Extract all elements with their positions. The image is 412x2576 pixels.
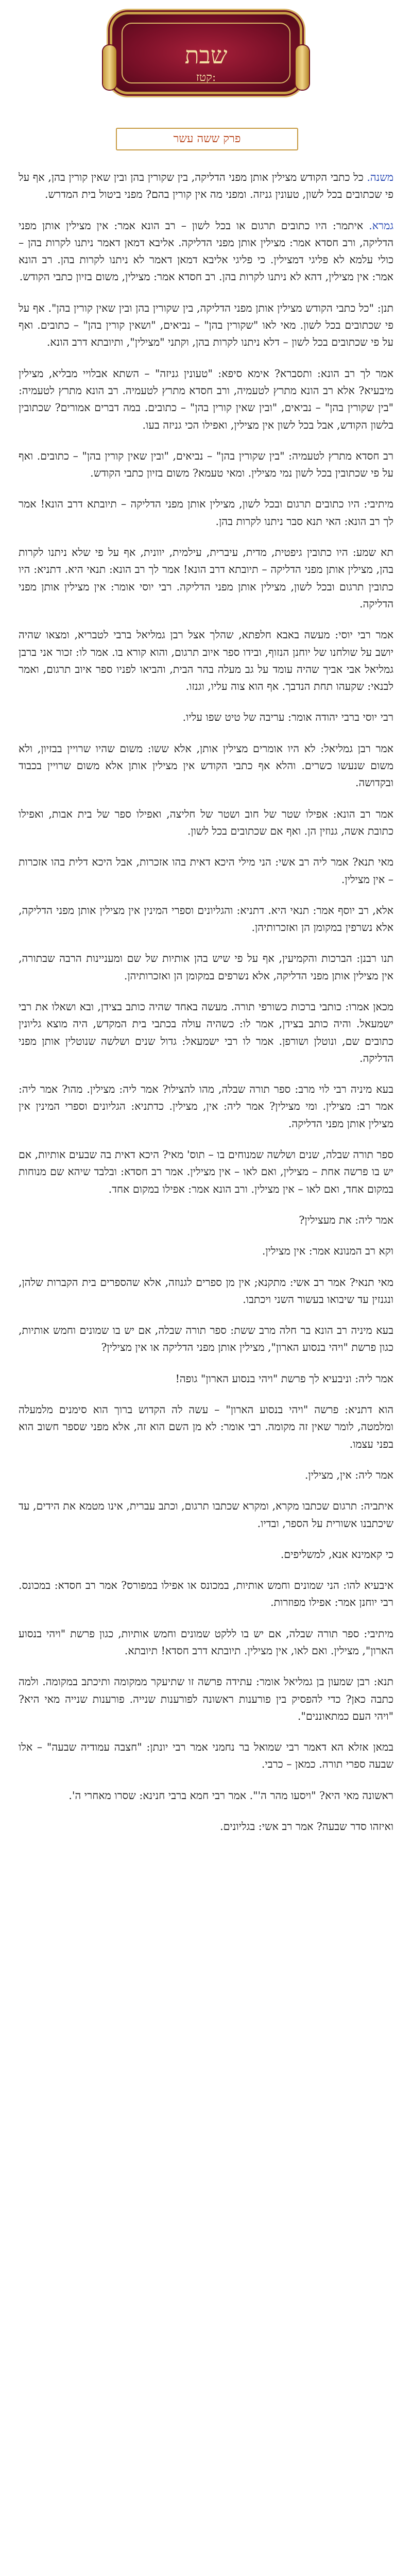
- text-paragraph: [19, 806, 393, 840]
- text-paragraph: [19, 448, 393, 482]
- text-paragraph: [19, 1243, 393, 1260]
- text-paragraph: [19, 1818, 393, 1835]
- paragraph-text: מכאן אמרו: כותבי ברכות כשורפי תורה. מעשה באחד שהיה כותב בצידן, ובא ושאלו את רבי ישמעאל. והיה כותב בצידן, אמר לו: כשהיה עולה בכתבי בית המקדש, היה מוצא גליונין כתובים שם, ונוטלן ושורפן. אמר לו רבי ישמעאל: גדול שנים ושלשה שנוטלין אותן מפני הדליקה.: [19, 1000, 393, 1064]
- paragraph-text: תא שמע: היו כתובין גיפטית, מדית, עיברית, עילמית, יוונית, אף על פי שלא ניתנו לקרות בהן, מצילין אותן מפני הדליקה – תיובתא דרב הונא! אמר לך רב הונא: תנאי היא. דתניא: היו כתובין תרגום ובכל לשון, מצילין אותן מפני הדליקה. רבי יוסי אומר: אין מצילין אותן מפני הדליקה.: [19, 546, 393, 610]
- paragraph-text: מאי תנאי? אמר רב אשי: מתקנא; אין מן ספרים לגנוזה, אלא שהספרים בית הקברות שלהן, ונגנזין עד שיבואו בעשור השני ויכתבו.: [19, 1276, 393, 1306]
- text-paragraph: [19, 1146, 393, 1198]
- text-paragraph: [19, 902, 393, 937]
- paragraph-text: אמר ליה: וניבעיא לך פרשת "ויהי בנסוע הארון" גופה!: [175, 1372, 393, 1385]
- banner-plaque: [112, 14, 300, 92]
- text-paragraph: [19, 709, 393, 726]
- header-banner: [112, 0, 300, 103]
- chapter-title: פרק ששה עשר: [116, 128, 298, 150]
- text-paragraph: [19, 1467, 393, 1484]
- paragraph-text: איתביה: תרגום שכתבו מקרא, ומקרא שכתבו תרגום, וכתב עברית, אינו מטמא את הידים, עד שיכתבנו אשורית על הספר, ובדיו.: [19, 1500, 393, 1530]
- paragraph-text: איתמר: היו כתובים תרגום או בכל לשון – רב הונא אמר: אין מצילין אותן מפני הדליקה, ורב חסדא אמר: מצילין אותן מפני הדליקה. אליבא דמאן דאמר ניתנו לקרות בהן – כולי עלמא לא פליגי דמצילין. כי פליגי אליבא דמאן דאמר לא ניתנו לקרות בהן. רב הונא אמר: אין מצילין, דהא לא ניתנו לקרות בהן. רב חסדא אמר: מצילין, משום בזיון כתבי הקודש.: [19, 219, 393, 283]
- paragraph-text: מאי תנא? אמר ליה רב אשי: הני מילי היכא דאית בהו אזכרות, אבל היכא דלית בהו אזכרות – אין מצילין.: [19, 856, 393, 886]
- text-paragraph: [19, 1787, 393, 1804]
- text-paragraph: [19, 1370, 393, 1387]
- paragraph-text: וקא רב המנונא אמר: אין מצילין.: [262, 1245, 393, 1258]
- paragraph-text: מיתיבי: היו כתובים תרגום ובכל לשון, מצילין אותן מפני הדליקה – תיובתא דרב הונא! אמר לך רב הונא: האי תנא סבר ניתנו לקרות בהן.: [19, 498, 393, 528]
- text-paragraph: [19, 1401, 393, 1453]
- text-paragraph: [19, 626, 393, 695]
- text-paragraph: [19, 740, 393, 792]
- text-paragraph: [19, 1498, 393, 1532]
- talmud-text: [19, 169, 393, 1849]
- paragraph-text: תנו רבנן: הברכות והקמיעין, אף על פי שיש בהן אותיות של שם ומעניינות הרבה שבתורה, אין מצילין אותן מפני הדליקה, אלא נשרפים במקומן הן ואזכרותיהן.: [19, 952, 393, 982]
- paragraph-text: ואיזהו סדר שבעה? אמר רב אשי: בגליונים.: [220, 1820, 393, 1833]
- text-paragraph: [19, 998, 393, 1067]
- text-paragraph: [19, 1322, 393, 1357]
- text-paragraph: [19, 950, 393, 985]
- paragraph-text: בעא מיניה רב הונא בר חלה מרב ששת: ספר תורה שבלה, אם יש בו שמונים וחמש אותיות, כגון פרשת "ויהי בנסוע הארון", מצילין אותן מפני הדליקה או אין מצילין?: [19, 1324, 393, 1354]
- paragraph-text: תנא: רבן שמעון בן גמליאל אומר: עתידה פרשה זו שתיעקר ממקומה ותיכתב במקומה. ולמה כתבה כאן? כדי להפסיק בין פורענות ראשונה לפורענות שנייה. פורענות שנייה מאי היא? "ויהי העם כמתאוננים".: [19, 1675, 393, 1722]
- paragraph-text: הוא דתניא: פרשה "ויהי בנסוע הארון" – עשה לה הקדוש ברוך הוא סימנים מלמעלה ומלמטה, לומר שאין זה מקומה. רבי אומר: לא מן השם הוא זה, אלא מפני שספר חשוב הוא בפני עצמו.: [19, 1403, 393, 1450]
- text-paragraph: [19, 169, 393, 204]
- folio-number: קטז:: [196, 71, 216, 84]
- paragraph-text: בעא מיניה רבי לוי מרב: ספר תורה שבלה, מהו להצילו? אמר ליה: מצילין. מהו? אמר ליה: אמר רב: מצילין. ומי מצילין? אמר ליה: אין, מצילין. כדתניא: הגליונים וספרי המינין אין מצילין אותן מפני הדליקה.: [19, 1083, 393, 1130]
- paragraph-text: רב חסדא מתרץ לטעמיה: "בין שקורין בהן" – נביאים, "ובין שאין קורין בהן" – כתובים. ואף על פי שכתובין בכל לשון נמי מצילין. ומאי טעמא? משום בזיון כתבי הקודש.: [19, 449, 393, 480]
- text-paragraph: [19, 365, 393, 434]
- text-paragraph: [19, 1546, 393, 1563]
- tractate-title: שבת: [184, 41, 228, 69]
- text-paragraph: [19, 544, 393, 613]
- section-label: גמרא.: [369, 219, 393, 232]
- paragraph-text: אמר ליה: אין, מצילין.: [304, 1468, 393, 1481]
- text-paragraph: [19, 1673, 393, 1725]
- text-paragraph: [19, 1625, 393, 1660]
- paragraph-text: אלא, רב יוסף אמר: תנאי היא. דתניא: והגליונים וספרי המינין אין מצילין אותן מפני הדליקה, אלא נשרפין במקומן הן ואזכרותיהן.: [19, 904, 393, 934]
- text-paragraph: [19, 496, 393, 530]
- text-paragraph: [19, 300, 393, 351]
- section-label: משנה.: [367, 171, 393, 183]
- paragraph-text: רבי יוסי ברבי יהודה אומר: עריבה של טיט שפו עליו.: [182, 711, 393, 724]
- text-paragraph: [19, 1212, 393, 1229]
- text-paragraph: [19, 217, 393, 286]
- paragraph-text: ראשונה מאי היא? "ויסעו מהר ה'". אמר רבי חמא ברבי חנינא: שסרו מאחרי ה'.: [68, 1789, 393, 1802]
- paragraph-text: כי קאמינא אנא, למשליפים.: [280, 1548, 393, 1561]
- paragraph-text: אמר רבי יוסי: מעשה באבא חלפתא, שהלך אצל רבן גמליאל ברבי לטבריא, ומצאו שהיה יושב על שולחנו של יוחנן הנזוף, ובידו ספר איוב תרגום, והוא קורא בו. אמר לו: זכור אני ברבן גמליאל אבי אביך שהיה עומד על גב מעלה בהר הבית, והביאו לפניו ספר איוב תרגום, ואמר לבנאי: שקעהו תחת הנדבך. אף הוא צוה עליו, וגנזו.: [19, 629, 393, 693]
- text-paragraph: [19, 1274, 393, 1309]
- paragraph-text: תנן: "כל כתבי הקודש מצילין אותן מפני הדליקה, בין שקורין בהן ובין שאין קורין בהן". אף על פי שכתובים בכל לשון. מאי לאו "שקורין בהן" – נביאים, "ושאין קורין בהן" – כתובים. ואף על פי שכתובים בכל לשון – דלא ניתנו לקרות בהן, וקתני "מצילין", ותיובתא דרב הונא.: [19, 301, 393, 349]
- paragraph-text: אמר לך רב הונא: ותסברא? אימא סיפא: "טעונין גניזה" – השתא אבלויי מבליא, מצילין מיבעיא? אלא רב הונא מתרץ לטעמיה, ורב חסדא מתרץ לטעמיה. רב הונא מתרץ לטעמיה: "בין שקורין בהן" – נביאים, "ובין שאין קורין בהן" – כתובים. במה דברים אמורים? שכתובין בלשון הקודש, אבל בכל לשון אין מצילין, ואפילו הכי גניזה בעו.: [19, 367, 393, 431]
- text-paragraph: [19, 1081, 393, 1132]
- text-paragraph: [19, 854, 393, 888]
- paragraph-text: אמר רב הונא: אפילו שטר של חוב ושטר של חליצה, ואפילו ספר של בית אבות, ואפילו כתובת אשה, גנוזין הן. ואף אם שכתובים בכל לשון.: [19, 807, 393, 837]
- paragraph-text: במאן אזלא הא דאמר רבי שמואל בר נחמני אמר רבי יונתן: "חצבה עמודיה שבעה" – אלו שבעה ספרי תורה. כמאן – כרבי.: [19, 1741, 393, 1771]
- paragraph-text: ספר תורה שבלה, שנים ושלשה שמנוחים בו – תוס' מאי? היכא דאית בה שבעים אותיות, אם יש בו פרשה אחת – מצילין, ואם לאו – אין מצילין. אמר רב חסדא: ובלבד שיהא שם מנוחות במקום אחד, ואם לאו – אין מצילין. ורב הונא אמר: אפילו במקום אחד.: [19, 1148, 393, 1195]
- paragraph-text: אמר ליה: את מעצילין?: [299, 1213, 393, 1226]
- paragraph-text: איבעיא להו: הני שמונים וחמש אותיות, במכונס או אפילו במפורס? אמר רב חסדא: במכונס. רבי יוחנן אמר: אפילו מפוזרות.: [19, 1579, 393, 1609]
- text-paragraph: [19, 1577, 393, 1612]
- text-paragraph: [19, 1739, 393, 1773]
- paragraph-text: מיתיבי: ספר תורה שבלה, אם יש בו ללקט שמונים וחמש אותיות, כגון פרשת "ויהי בנסוע הארון", מצילין. ואם לאו, אין מצילין. תיובתא דרב חסדא! תיובתא.: [19, 1627, 393, 1657]
- paragraph-text: אמר רבן גמליאל: לא היו אומרים מצילין אותן, אלא ששו: משום שהיו שרויין בבזיון, ולא משום שנעשו כשרים. והלא אף כתבי הקודש אין מצילין אותן אלא משום שרויין בכבוד ובקדושה.: [19, 742, 393, 789]
- paragraph-text: כל כתבי הקודש מצילין אותן מפני הדליקה, בין שקורין בהן ובין שאין קורין בהן, אף על פי שכתובים בכל לשון, טעונין גניזה. ומפני מה אין קורין בהם? מפני ביטול בית המדרש.: [19, 171, 393, 201]
